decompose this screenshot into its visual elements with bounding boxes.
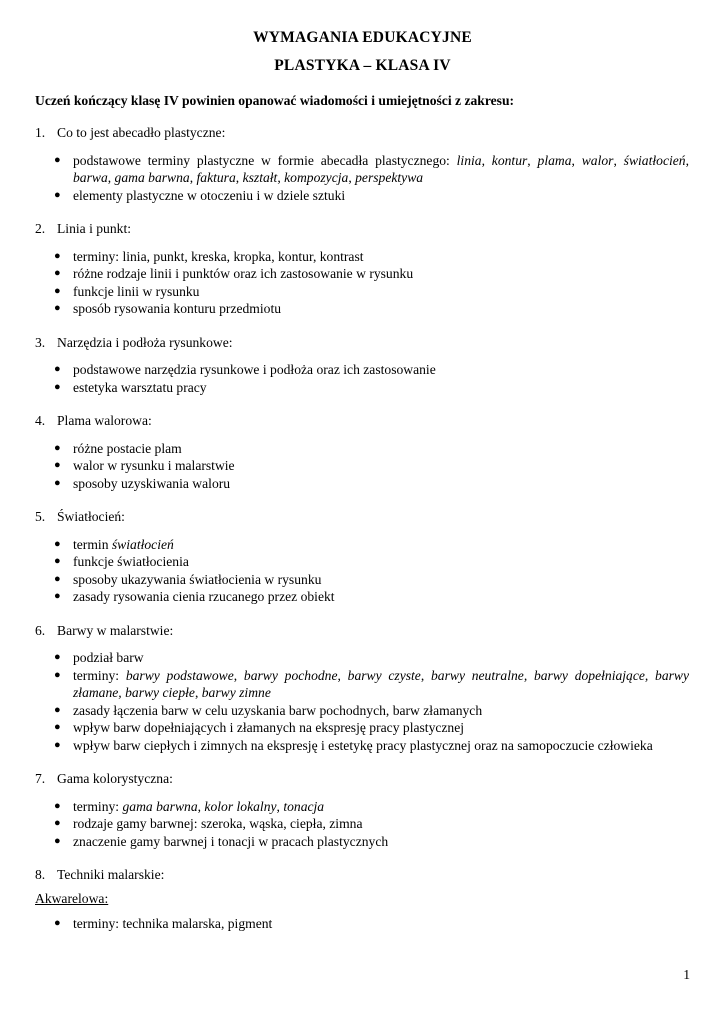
section-number: 6. (35, 622, 46, 638)
text-segment: walor w rysunku i malarstwie (73, 458, 235, 473)
text-segment: , (235, 170, 243, 185)
bullet-icon: ● (54, 572, 61, 585)
bullet-icon: ● (54, 476, 61, 489)
section-title: Światłocień: (57, 509, 125, 524)
text-segment: wpływ barw dopełniających i złamanych na ekspresję pracy plastycznej (73, 720, 465, 735)
bullet-icon: ● (54, 834, 61, 847)
text-segment: termin (73, 536, 112, 552)
section-number: 2. (35, 221, 46, 236)
bullet-icon: ● (54, 441, 61, 454)
italic-term: barwy czyste (347, 667, 421, 683)
list-item (35, 379, 689, 397)
section-6 (35, 622, 689, 755)
section-number: 8. (35, 867, 46, 882)
text-segment: , (685, 152, 690, 168)
text-segment: , (613, 152, 624, 168)
bullet-icon: ● (54, 459, 61, 471)
italic-term: gama barwna (122, 798, 198, 814)
italic-term: tonacja (283, 798, 325, 814)
section-5 (35, 508, 689, 606)
bullet-list (35, 440, 689, 493)
list-item (35, 719, 689, 737)
text-segment: estetyka warsztatu pracy (73, 379, 207, 395)
list-item (35, 667, 689, 702)
bullet-icon: ● (54, 817, 61, 829)
bullet-icon: ● (54, 153, 61, 166)
text-segment: znaczenie gamy barwnej i tonacji w pracach plastycznych (73, 833, 389, 849)
bullet-icon: ● (54, 651, 61, 663)
bullet-list (35, 248, 689, 318)
list-item (35, 457, 689, 475)
italic-term: barwy podstawowe (125, 667, 234, 683)
italic-term: kolor lokalny (204, 798, 277, 814)
document-subtitle: PLASTYKA – KLASA IV (274, 57, 451, 74)
sections-list (35, 124, 689, 949)
list-item (35, 475, 689, 493)
italic-term: perspektywa (355, 170, 424, 185)
list-item (35, 265, 689, 283)
section-heading (35, 124, 689, 142)
list-item (35, 536, 689, 554)
list-item (35, 815, 689, 833)
list-item (35, 798, 689, 816)
text-segment: , (571, 152, 582, 168)
text-segment: elementy plastyczne w otoczeniu i w dziele sztuki (73, 187, 346, 203)
list-item (35, 702, 689, 720)
italic-term: plama (537, 152, 572, 168)
section-subheading: Akwarelowa: (35, 890, 109, 906)
text-segment: , (337, 667, 348, 683)
list-item (35, 833, 689, 851)
bullet-icon: ● (54, 267, 61, 279)
text-segment: rodzaje gamy barwnej: szeroka, wąska, ciepła, zimna (73, 816, 363, 831)
italic-term: barwy zimne (201, 685, 271, 700)
section-heading (35, 220, 689, 238)
section-7 (35, 770, 689, 850)
section-heading (35, 866, 689, 884)
section-heading (35, 334, 689, 352)
text-segment: sposoby ukazywania światłocienia w rysunku (73, 571, 322, 587)
text-segment: funkcje linii w rysunku (73, 283, 200, 299)
text-segment: , (194, 685, 202, 700)
section-title: Techniki malarskie: (57, 867, 165, 882)
bullet-list (35, 649, 689, 754)
bullet-icon: ● (54, 284, 61, 297)
text-segment: zasady rysowania cienia rzucanego przez obiekt (73, 589, 335, 604)
text-segment: , (481, 152, 492, 168)
text-segment: zasady łączenia barw w celu uzyskania barw pochodnych, barw złamanych (73, 702, 483, 718)
bullet-icon: ● (54, 380, 61, 393)
text-segment: sposób rysowania konturu przedmiotu (73, 301, 282, 316)
section-heading (35, 622, 689, 640)
bullet-icon: ● (54, 188, 61, 201)
list-item (35, 283, 689, 301)
text-segment: terminy: (73, 798, 123, 814)
section-number: 5. (35, 509, 46, 524)
text-segment: terminy: technika malarska, pigment (73, 916, 273, 931)
list-item (35, 737, 689, 755)
section-4 (35, 412, 689, 492)
section-heading (35, 508, 689, 526)
text-segment: różne postacie plam (73, 440, 182, 456)
italic-term: kompozycja (284, 170, 349, 185)
bullet-icon: ● (54, 738, 61, 751)
document-title: WYMAGANIA EDUKACYJNE (253, 29, 472, 46)
text-segment: , (276, 798, 284, 814)
italic-term: walor (581, 152, 614, 168)
list-item (35, 553, 689, 571)
italic-term: kształt (242, 170, 278, 185)
list-item (35, 588, 689, 606)
section-title: Co to jest abecadło plastyczne: (57, 125, 226, 140)
list-item (35, 571, 689, 589)
text-segment: terminy: (73, 667, 126, 683)
italic-term: światłocień (623, 152, 686, 168)
section-number: 4. (35, 413, 46, 428)
section-2 (35, 220, 689, 318)
bullet-list (35, 536, 689, 606)
section-title: Narzędzia i podłoża rysunkowe: (57, 334, 233, 350)
text-segment: , (527, 152, 538, 168)
bullet-icon: ● (54, 363, 61, 375)
bullet-list (35, 798, 689, 851)
section-1 (35, 124, 689, 204)
list-item (35, 915, 689, 933)
italic-term: kontur (491, 152, 528, 168)
section-8 (35, 866, 689, 933)
text-segment: , (348, 170, 356, 185)
section-number: 1. (35, 125, 46, 140)
list-item (35, 248, 689, 266)
list-item (35, 187, 689, 205)
bullet-icon: ● (54, 302, 61, 314)
section-number: 7. (35, 771, 46, 786)
bullet-list (35, 361, 689, 396)
section-heading (35, 770, 689, 788)
text-segment: , (277, 170, 285, 185)
page-number: 1 (683, 967, 690, 982)
list-item (35, 361, 689, 379)
italic-term: barwy neutralne, barwy dopełniające, barwy złamane, barwy ciepłe (73, 667, 690, 700)
text-segment: podstawowe terminy plastyczne w formie abecadła plastycznego: (73, 152, 457, 168)
bullet-icon: ● (54, 590, 61, 602)
section-3 (35, 334, 689, 397)
text-segment: , (197, 798, 205, 814)
bullet-icon: ● (54, 668, 61, 681)
text-segment: , (189, 170, 197, 185)
section-number: 3. (35, 334, 46, 350)
italic-term: linia (456, 152, 482, 168)
text-segment: różne rodzaje linii i punktów oraz ich zastosowanie w rysunku (73, 266, 414, 281)
bullet-icon: ● (54, 721, 61, 733)
section-title: Barwy w malarstwie: (57, 622, 174, 638)
text-segment: , (107, 170, 115, 185)
list-item (35, 152, 689, 187)
text-segment: podział barw (73, 650, 144, 665)
bullet-icon: ● (54, 537, 61, 550)
section-heading (35, 412, 689, 430)
section-title: Plama walorowa: (57, 413, 152, 428)
italic-term: barwa (73, 170, 108, 185)
bullet-list (35, 915, 689, 933)
bullet-icon: ● (54, 799, 61, 812)
italic-term: barwy pochodne (243, 667, 338, 683)
text-segment: , (420, 667, 431, 683)
list-item (35, 300, 689, 318)
text-segment: funkcje światłocienia (73, 554, 189, 569)
italic-term: faktura (196, 170, 236, 185)
section-title: Gama kolorystyczna: (57, 771, 173, 786)
text-segment: podstawowe narzędzia rysunkowe i podłoża oraz ich zastosowanie (73, 362, 436, 377)
italic-term: światłocień (111, 536, 174, 552)
text-segment: wpływ barw ciepłych i zimnych na ekspresję i estetykę pracy plastycznej oraz na samopoczucie człowieka (73, 737, 653, 753)
bullet-icon: ● (54, 249, 61, 262)
bullet-list (35, 152, 689, 205)
text-segment: , (233, 667, 244, 683)
bullet-icon: ● (54, 703, 61, 716)
intro-text: Uczeń kończący klasę IV powinien opanować wiadomości i umiejętności z zakresu: (35, 93, 515, 108)
bullet-icon: ● (54, 917, 61, 929)
text-segment: terminy: linia, punkt, kreska, kropka, kontur, kontrast (73, 248, 364, 264)
text-segment: sposoby uzyskiwania waloru (73, 475, 231, 491)
italic-term: gama barwna (114, 170, 190, 185)
section-title: Linia i punkt: (57, 221, 132, 236)
list-item (35, 649, 689, 667)
bullet-icon: ● (54, 555, 61, 567)
list-item (35, 440, 689, 458)
